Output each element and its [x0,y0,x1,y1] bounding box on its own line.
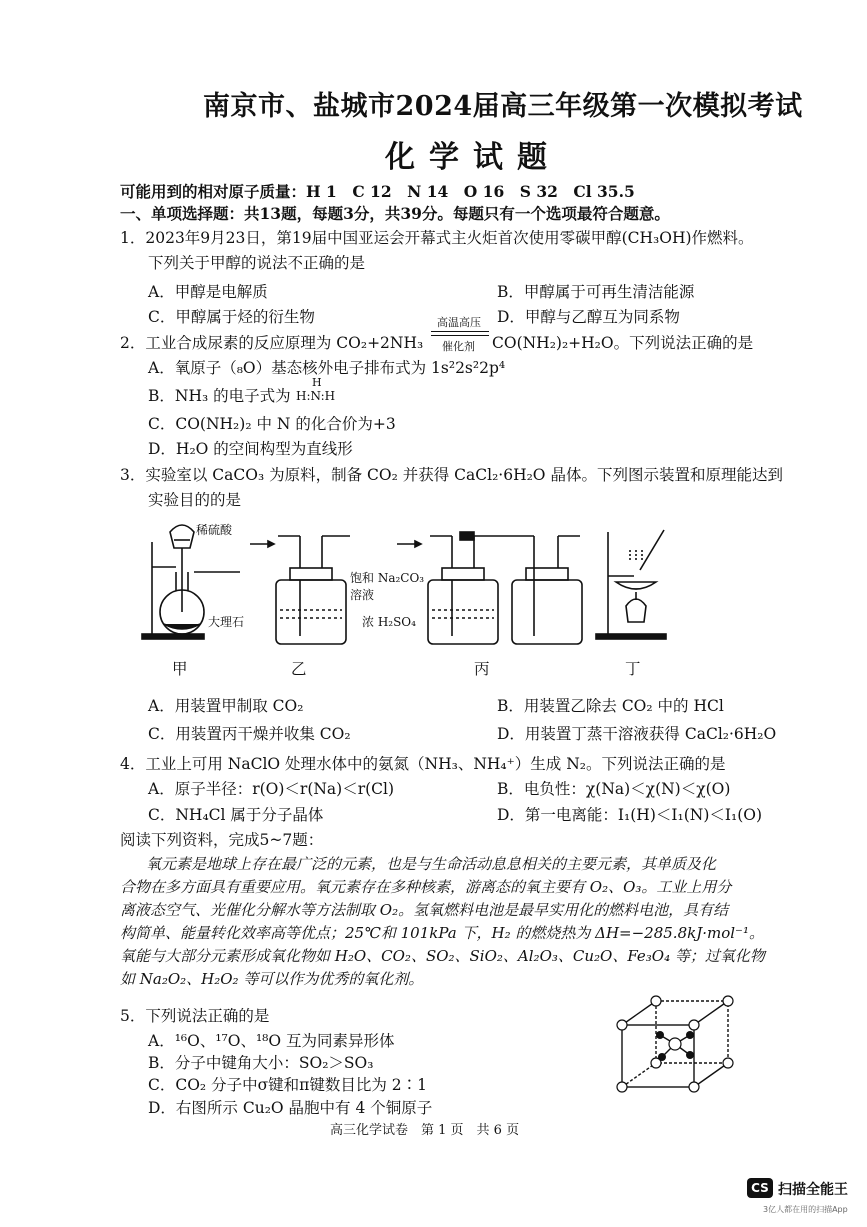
q2-stem-part2: CO(NH₂)₂+H₂O。下列说法正确的是 [492,334,754,352]
q4-option-c: C．NH₄Cl 属于分子晶体 [148,806,324,824]
q3-stem-line2: 实验目的的是 [148,491,242,509]
q2-condition-bottom: 催化剂 [442,340,475,353]
q1-stem-line1: 1．2023年9月23日，第19届中国亚运会开幕式主火炬首次使用零碳甲醇(CH₃OH)作燃料。 [120,229,754,247]
caption-yi: 乙 [291,660,307,678]
passage-line-5: 氧能与大部分元素形成氧化物如 H₂O、CO₂、SO₂、SiO₂、Al₂O₃、Cu₂O、Fe₃O₄ 等；过氧化物 [120,947,765,965]
q1-option-d: D．甲醇与乙醇互为同系物 [497,308,680,326]
q1-option-c: C．甲醇属于烃的衍生物 [148,308,315,326]
q4-option-a: A．原子半径：r(O)＜r(Na)＜r(Cl) [148,780,395,798]
q2-option-b-formula: H:N:H [296,389,336,403]
passage-line-2: 合物在多方面具有重要应用。氧元素存在多种核素，游离态的氧主要有 O₂、O₃。工业上用分 [120,878,732,896]
q3-option-d: D．用装置丁蒸干溶液获得 CaCl₂·6H₂O [497,725,777,743]
q1-option-b: B．甲醇属于可再生清洁能源 [497,283,695,301]
label-solution: 溶液 [350,588,375,602]
page-footer: 高三化学试卷 第 1 页 共 6 页 [330,1123,520,1138]
exam-subtitle: 化学试题 [385,140,561,175]
q3-option-c: C．用装置丙干燥并收集 CO₂ [148,725,351,743]
q3-stem-line1: 3．实验室以 CaCO₃ 为原料，制备 CO₂ 并获得 CaCl₂·6H₂O 晶体。下列图示装置和原理能达到 [120,466,783,484]
q2-arrow-line-2 [431,335,489,336]
q3-option-b: B．用装置乙除去 CO₂ 中的 HCl [497,697,724,715]
passage-line-1: 氧元素是地球上存在最广泛的元素，也是与生命活动息息相关的主要元素，其单质及化 [146,855,717,873]
q2-stem-part1: 2．工业合成尿素的反应原理为 CO₂+2NH₃ [120,334,424,352]
reading-intro: 阅读下列资料，完成5~7题： [120,831,324,849]
q2-option-b: B．NH₃ 的电子式为 [148,387,291,405]
apparatus-bing [428,532,582,644]
apparatus-ding [596,530,666,639]
q3-option-a: A．用装置甲制取 CO₂ [148,697,304,715]
label-saturated-na2co3: 饱和 Na₂CO₃ [350,571,425,585]
q5-option-d: D．右图所示 Cu₂O 晶胞中有 4 个铜原子 [148,1099,433,1117]
q5-option-b: B．分子中键角大小：SO₂＞SO₃ [148,1054,374,1072]
caption-jia: 甲 [172,660,188,678]
q1-option-a: A．甲醇是电解质 [148,283,268,301]
caption-bing: 丙 [474,660,490,678]
q5-option-c: C．CO₂ 分子中σ键和π键数目比为 2∶1 [148,1076,427,1094]
q5-stem: 5．下列说法正确的是 [120,1007,270,1025]
q4-option-b: B．电负性：χ(Na)＜χ(N)＜χ(O) [497,780,731,798]
camscanner-name: 扫描全能王 [778,1182,848,1198]
q2-arrow-line [431,331,489,332]
q2-option-d: D．H₂O 的空间构型为直线形 [148,440,353,458]
camscanner-tagline: 3亿人都在用的扫描App [763,1205,848,1214]
q2-condition-top: 高温高压 [437,316,481,329]
passage-line-4: 构简单、能量转化效率高等优点；25℃和 101kPa 下，H₂ 的燃烧热为 ΔH=−285.8kJ·mol⁻¹。 [120,924,764,942]
q1-stem-line2: 下列关于甲醇的说法不正确的是 [148,254,366,272]
passage-line-6: 如 Na₂O₂、H₂O₂ 等可以作为优秀的氧化剂。 [120,970,424,988]
q4-option-d: D．第一电离能：I₁(H)＜I₁(N)＜I₁(O) [497,806,763,824]
exam-title: 南京市、盐城市2024届高三年级第一次模拟考试 [203,91,803,122]
caption-ding: 丁 [625,660,641,678]
q4-stem: 4．工业上可用 NaClO 处理水体中的氨氮（NH₃、NH₄⁺）生成 N₂。下列说法正确的是 [120,755,726,773]
label-conc-h2so4: 浓 H₂SO₄ [362,615,416,629]
atomic-masses: 可能用到的相对原子质量：H 1 C 12 N 14 O 16 S 32 Cl 35.5 [120,182,635,201]
passage-line-3: 离液态空气、光催化分解水等方法制取 O₂。氢氧燃料电池是最早实用化的燃料电池，具有结 [120,901,729,919]
q2-option-a: A．氧原子（₈O）基态核外电子排布式为 1s²2s²2p⁴ [148,359,506,377]
camscanner-logo-icon: CS [747,1178,773,1198]
cu2o-unit-cell [610,995,750,1095]
q2-option-c: C．CO(NH₂)₂ 中 N 的化合价为+3 [148,415,396,433]
apparatus-yi [276,536,350,644]
q2-option-b-h-top: H [312,376,322,389]
label-dilute-acid: 稀硫酸 [196,523,233,537]
section-heading: 一、单项选择题：共13题，每题3分，共39分。每题只有一个选项最符合题意。 [120,204,670,223]
q5-option-a: A．¹⁶O、¹⁷O、¹⁸O 互为同素异形体 [148,1032,395,1050]
label-marble: 大理石 [208,615,245,629]
